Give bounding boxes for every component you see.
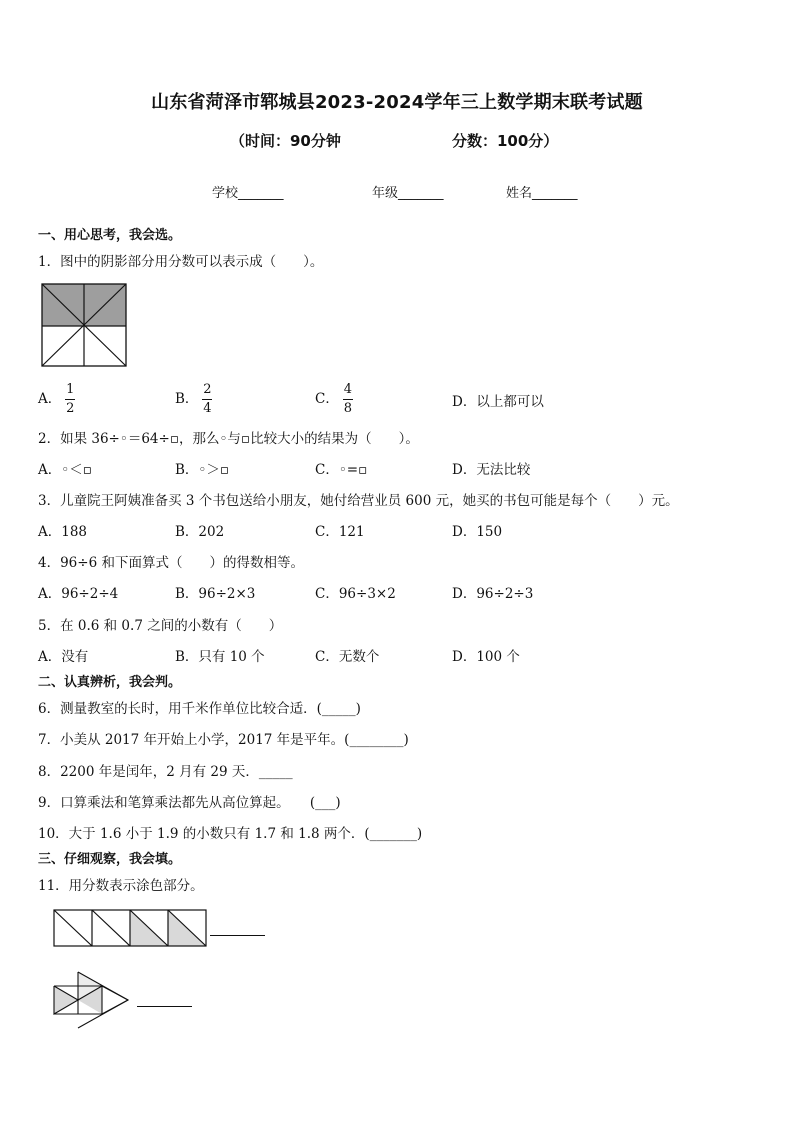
q5-option-c[interactable]: C．无数个 [315,649,380,665]
grade-field: 年级_______ [372,186,444,201]
question-5: 5．在 0.6 和 0.7 之间的小数有（ ） [38,618,283,634]
q11-answer-blank-1[interactable] [210,935,265,936]
question-1: 1．图中的阴影部分用分数可以表示成（ ）。 [38,254,324,270]
exam-score: 分数：100分） [452,132,559,150]
q2-option-d[interactable]: D．无法比较 [452,462,531,478]
q3-option-c[interactable]: C．121 [315,524,365,540]
q5-option-a[interactable]: A．没有 [38,649,89,665]
page-title: 山东省菏泽市郓城县2023-2024学年三上数学期末联考试题 [151,92,643,113]
q4-option-a[interactable]: A．96÷2÷4 [38,586,119,602]
q4-option-c[interactable]: C．96÷3×2 [315,586,396,602]
school-field: 学校_______ [212,186,284,201]
q11-triangles-figure [54,970,130,1016]
q5-option-b[interactable]: B．只有 10 个 [175,649,265,665]
question-6: 6．测量教室的长时，用千米作单位比较合适．(_____) [38,701,361,717]
q3-option-a[interactable]: A．188 [38,524,88,540]
q1-fraction-figure [42,284,128,368]
q4-option-b[interactable]: B．96÷2×3 [175,586,256,602]
question-4: 4．96÷6 和下面算式（ ）的得数相等。 [38,555,304,571]
question-3: 3．儿童院王阿姨准备买 3 个书包送给小朋友，她付给营业员 600 元，她买的书包可能是每个（ ）元。 [38,493,679,509]
q11-squares-figure [54,910,206,948]
q5-option-d[interactable]: D．100 个 [452,649,520,665]
name-field: 姓名_______ [506,186,578,201]
question-8: 8．2200 年是闰年，2 月有 29 天．_____ [38,764,293,780]
q1-option-b[interactable]: B． $\frac{2}{4}$ [175,382,212,416]
question-7: 7．小美从 2017 年开始上小学，2017 年是平年。(________) [38,732,409,748]
q3-option-b[interactable]: B．202 [175,524,225,540]
q2-option-b[interactable]: B．◦＞▫ [175,462,230,478]
question-10: 10．大于 1.6 小于 1.9 的小数只有 1.7 和 1.8 两个．(_______) [38,826,423,842]
section-heading-judge: 二、认真辨析，我会判。 [38,675,182,690]
q2-option-c[interactable]: C．◦=▫ [315,462,368,478]
question-9: 9．口算乘法和笔算乘法都先从高位算起。 (___) [38,795,341,811]
section-heading-choice: 一、用心思考，我会选。 [38,228,182,243]
q2-option-a[interactable]: A．◦＜▫ [38,462,92,478]
q1-option-d[interactable]: D．以上都可以 [452,394,544,410]
q1-option-c[interactable]: C． $\frac{4}{8}$ [315,382,352,416]
q1-option-a[interactable]: A． $\frac{1}{2}$ [38,382,75,416]
q3-option-d[interactable]: D．150 [452,524,503,540]
q11-answer-blank-2[interactable] [137,1006,192,1007]
exam-time: （时间：90分钟 [230,132,341,150]
section-heading-fill: 三、仔细观察，我会填。 [38,852,182,867]
question-11: 11．用分数表示涂色部分。 [38,878,204,894]
q4-option-d[interactable]: D．96÷2÷3 [452,586,534,602]
question-2: 2．如果 36÷◦＝64÷▫，那么◦与▫比较大小的结果为（ ）。 [38,431,419,447]
